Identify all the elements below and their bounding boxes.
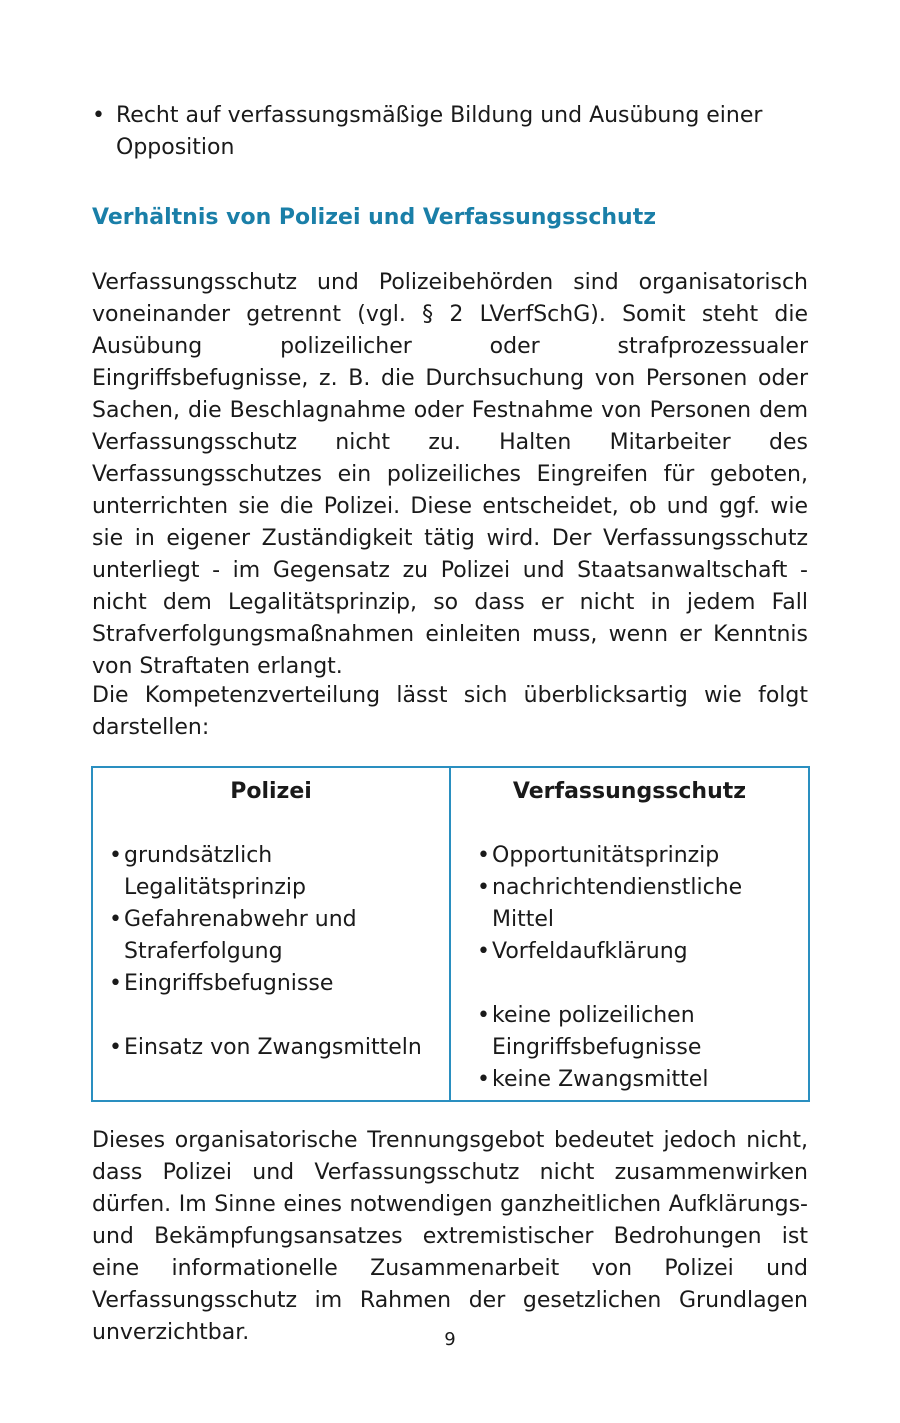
page-number: 9 <box>444 1329 456 1350</box>
paragraph-overview-intro: Die Kompetenzverteilung lässt sich überblicksartig wie folgt darstellen: <box>92 683 808 740</box>
column-header-verfassungsschutz: Verfassungsschutz <box>512 779 747 804</box>
list-item: • Einsatz von Zwangsmitteln <box>109 1035 422 1060</box>
list-item: • nachrichtendienstliche Mittel <box>477 875 743 932</box>
list-item: • grundsätzlich Legalitätsprinzip <box>109 843 306 900</box>
paragraph-separation: Verfassungsschutz und Polizeibehörden sind organisatorisch voneinander getrennt (vgl. § 2 LVerfSchG). Somit steht die Ausübung polizeilicher oder strafprozessualer Eingriffsbefugnisse, z. B. die Durchsuchung von Personen oder Sachen, die Beschlagnahme oder Festnahme von Personen dem Verfassungsschutz nicht zu. Halten Mitarbeiter des Verfassungsschutzes ein polizeiliches Eingreifen für geboten, unterrichten sie die Polizei. Diese entscheidet, ob und ggf. wie sie in eigener Zuständigkeit tätig wird. Der Verfassungsschutz unterliegt - im Gegensatz zu Polizei und Staatsanwaltschaft - nicht dem Legalitätsprinzip, so dass er nicht in jedem Fall Strafverfolgungsmaßnahmen einleiten muss, wenn er Kenntnis von Straftaten erlangt. <box>92 270 808 679</box>
competence-table <box>91 766 810 1102</box>
opposition-bullet <box>92 100 808 164</box>
list-item: • keine polizeilichen Eingriffsbefugnisse <box>477 1003 702 1060</box>
section-heading: Verhältnis von Polizei und Verfassungsschutz <box>92 205 657 230</box>
bullet-text: Recht auf verfassungsmäßige Bildung und Ausübung einer Opposition <box>116 103 763 160</box>
list-item: • keine Zwangsmittel <box>477 1067 709 1092</box>
list-item: • Gefahrenabwehr und Straferfolgung <box>109 907 357 964</box>
list-item: • Opportunitätsprinzip <box>477 843 720 868</box>
column-verfassungsschutz <box>450 767 809 1101</box>
bullet-marker: • <box>92 103 105 128</box>
list-item: • Eingriffsbefugnisse <box>109 971 334 996</box>
paragraph-cooperation: Dieses organisatorische Trennungsgebot bedeutet jedoch nicht, dass Polizei und Verfassungsschutz nicht zusammenwirken dürfen. Im Sinne eines notwendigen ganzheitlichen Aufklärungs- und Bekämpfungsansatzes extremistischer Bedrohungen ist eine informationelle Zusammenarbeit von Polizei und Verfassungsschutz im Rahmen der gesetzlichen Grundlagen unverzichtbar. <box>92 1128 808 1345</box>
column-header-polizei: Polizei <box>230 779 312 804</box>
list-item: • Vorfeldaufklärung <box>477 939 688 964</box>
column-polizei <box>92 767 450 1101</box>
